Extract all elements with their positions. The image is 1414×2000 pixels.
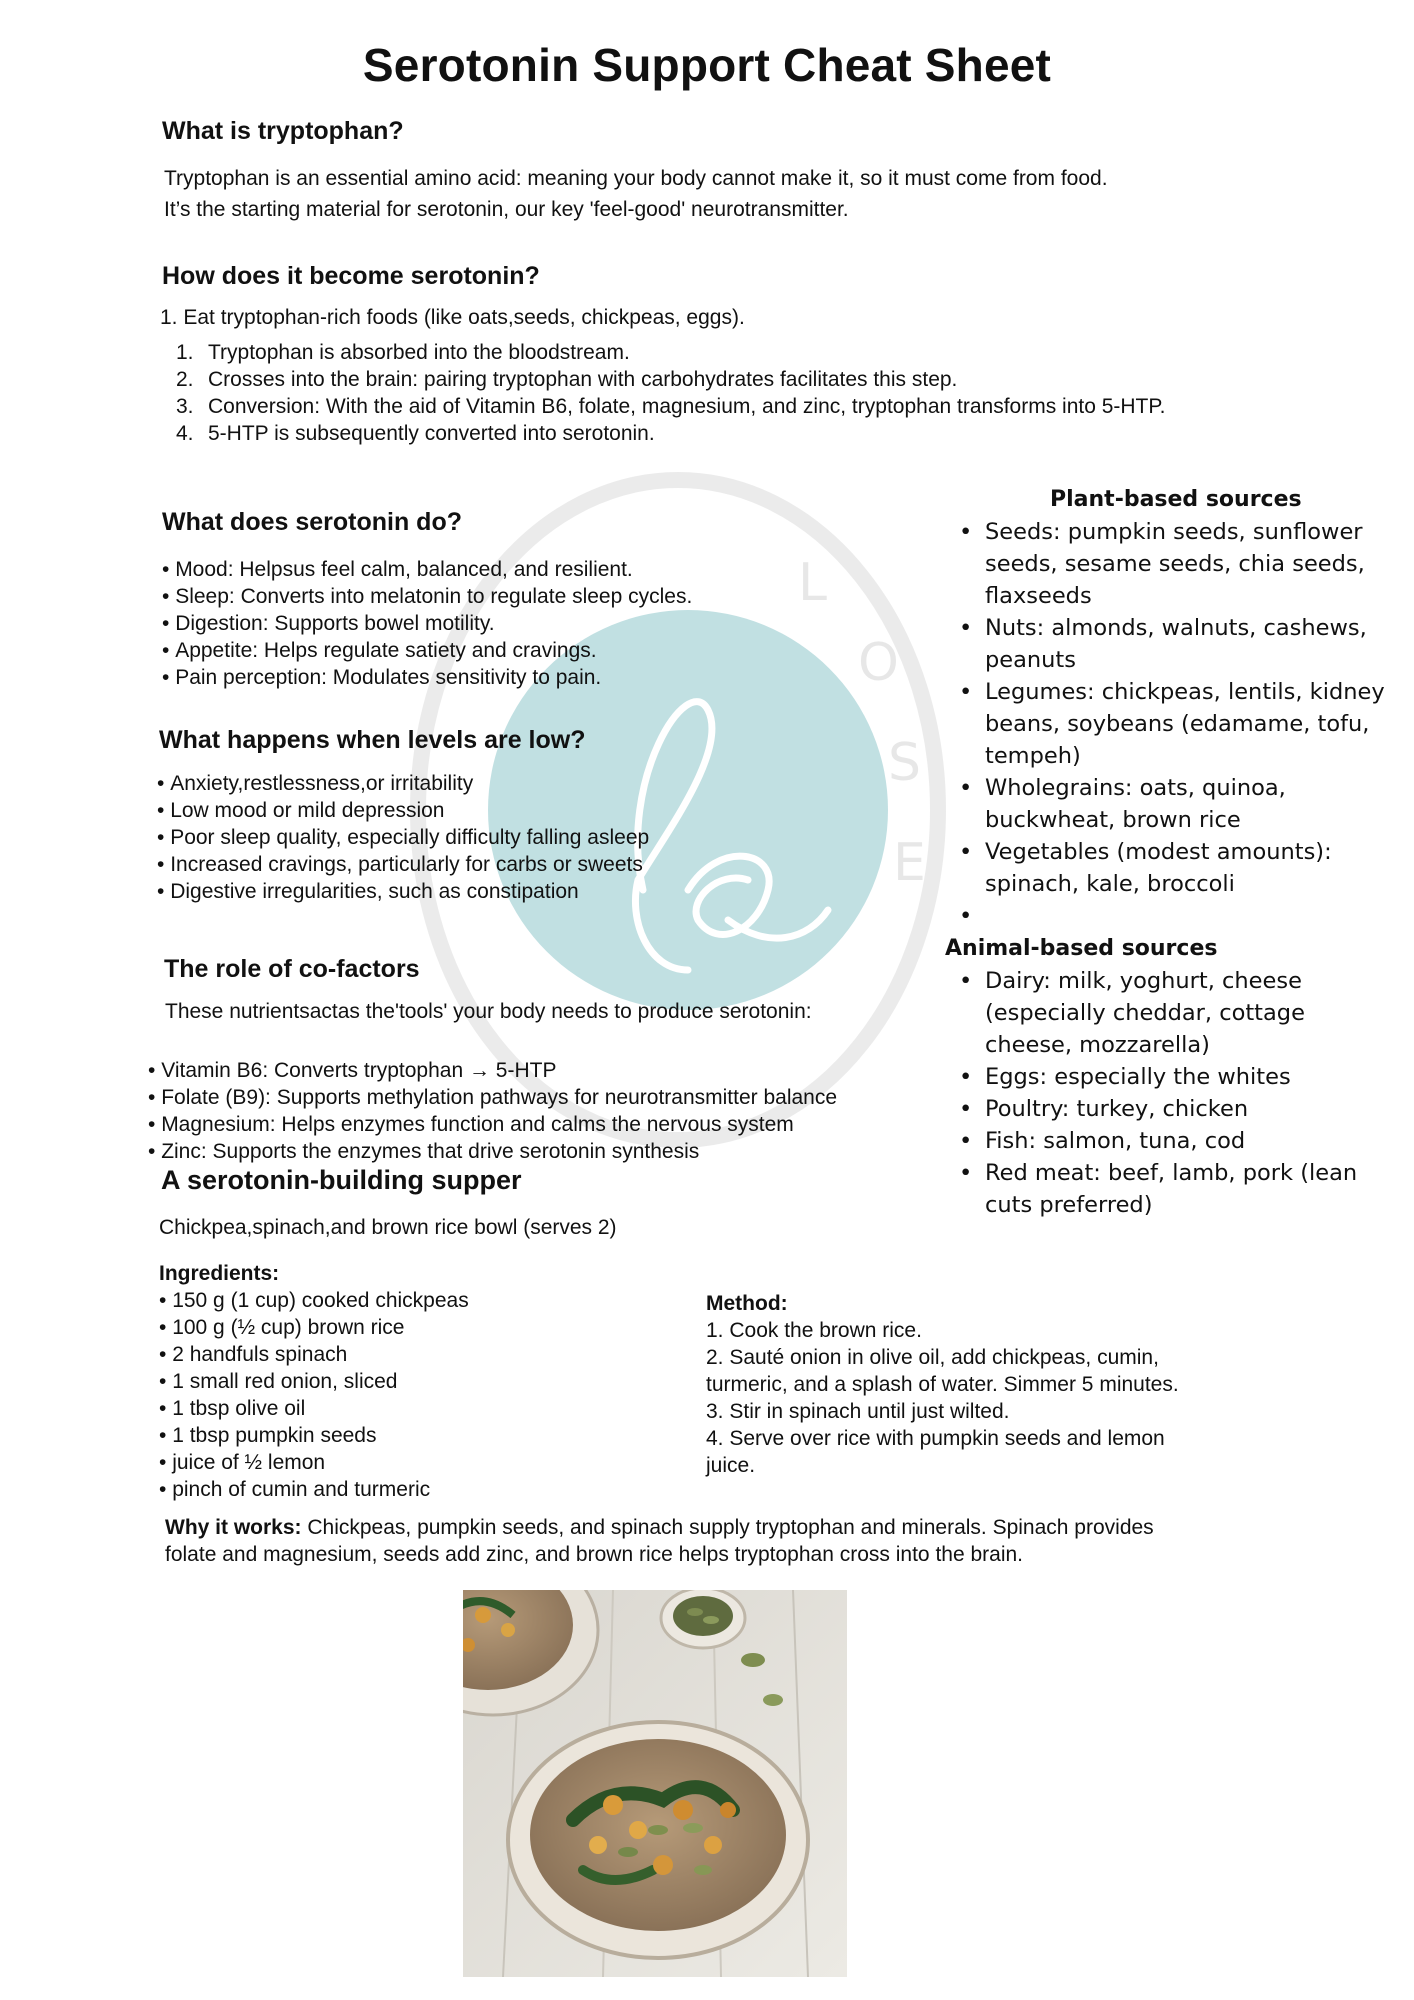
method-line: 1. Cook the brown rice. [706,1319,922,1342]
ingredient-item: • 100 g (½ cup) brown rice [159,1314,469,1341]
does-item: • Digestion: Supports bowel motility. [162,610,692,637]
why-label: Why it works: [165,1516,302,1539]
cofactor-item: • Zinc: Supports the enzymes that drive serotonin synthesis [148,1138,837,1165]
tryptophan-text [164,163,1108,225]
method-line: juice. [706,1454,756,1477]
ingredient-item: • 1 tbsp olive oil [159,1395,469,1422]
plant-item: • Wholegrains: oats, quinoa, buckwheat, brown rice [959,775,1286,833]
low-item: • Poor sleep quality, especially difficulty falling asleep [157,824,649,851]
cofactor-item: • Magnesium: Helps enzymes function and calms the nervous system [148,1111,837,1138]
supper-heading: A serotonin-building supper [161,1165,522,1195]
plant-list [945,516,1385,932]
chickpea-bowl-photo [463,1590,847,1977]
low-item: • Low mood or mild depression [157,797,649,824]
ingredient-item: • 150 g (1 cup) cooked chickpeas [159,1287,469,1314]
plant-heading: Plant-based sources [1050,487,1302,512]
plant-item: • [959,903,973,929]
tryptophan-line: It’s the starting material for serotonin, our key 'feel-good' neurotransmitter. [164,198,849,221]
does-item: • Sleep: Converts into melatonin to regulate sleep cycles. [162,583,692,610]
method-line: turmeric, and a splash of water. Simmer 5 minutes. [706,1373,1179,1396]
watermark-letter: S [888,733,922,793]
does-item: • Pain perception: Modulates sensitivity to pain. [162,664,692,691]
animal-item: • Dairy: milk, yoghurt, cheese (especially cheddar, cottage cheese, mozzarella) [959,968,1305,1058]
animal-list [945,965,1385,1221]
method-list [706,1317,1179,1479]
ingredient-item: • 2 handfuls spinach [159,1341,469,1368]
watermark-letter: L [798,553,827,613]
method-block [706,1290,1179,1479]
supper-subtitle: Chickpea,spinach,and brown rice bowl (serves 2) [159,1216,617,1239]
ingredient-item: • 1 tbsp pumpkin seeds [159,1422,469,1449]
become-heading: How does it become serotonin? [162,262,540,290]
low-item: • Anxiety,restlessness,or irritability [157,770,649,797]
become-step: 2. Crosses into the brain: pairing tryptophan with carbohydrates facilitates this step. [176,368,958,391]
ingredients-list [159,1287,469,1503]
ingredient-item: • juice of ½ lemon [159,1449,469,1476]
ingredients-label: Ingredients: [159,1262,280,1285]
cofactor-item: • Folate (B9): Supports methylation pathways for neurotransmitter balance [148,1084,837,1111]
become-step: 4. 5-HTP is subsequently converted into serotonin. [176,422,655,445]
animal-heading: Animal-based sources [945,936,1218,961]
animal-sources [945,933,1385,1221]
low-item: • Increased cravings, particularly for carbs or sweets [157,851,649,878]
method-line: 3. Stir in spinach until just wilted. [706,1400,1010,1423]
ingredient-item: • 1 small red onion, sliced [159,1368,469,1395]
become-step: 3. Conversion: With the aid of Vitamin B6, folate, magnesium, and zinc, tryptophan transforms into 5-HTP. [176,395,1166,418]
does-item: • Appetite: Helps regulate satiety and cravings. [162,637,692,664]
cofactors-heading: The role of co-factors [164,955,420,983]
animal-item: • Poultry: turkey, chicken [959,1096,1249,1122]
cofactor-item: • Vitamin B6: Converts tryptophan → 5-HTP [148,1057,837,1084]
animal-item: • Fish: salmon, tuna, cod [959,1128,1246,1154]
tryptophan-line: Tryptophan is an essential amino acid: meaning your body cannot make it, so it must come from food. [164,167,1108,190]
low-heading: What happens when levels are low? [159,726,586,754]
tryptophan-heading: What is tryptophan? [162,117,404,145]
plant-sources [945,484,1385,932]
become-first-step: 1. Eat tryptophan-rich foods (like oats,seeds, chickpeas, eggs). [160,306,745,329]
cofactors-list [148,1057,837,1165]
ingredient-item: • pinch of cumin and turmeric [159,1476,469,1503]
low-list [157,770,649,905]
method-line: 2. Sauté onion in olive oil, add chickpeas, cumin, [706,1346,1159,1369]
page-title: Serotonin Support Cheat Sheet [362,39,1052,91]
does-item: • Mood: Helpsus feel calm, balanced, and resilient. [162,556,692,583]
watermark-letter: O [858,633,899,693]
why-text: Chickpeas, pumpkin seeds, and spinach supply tryptophan and minerals. Spinach provides [301,1516,1154,1539]
why-text-2: folate and magnesium, seeds add zinc, and brown rice helps tryptophan cross into the brain. [165,1543,1023,1566]
plant-item: • Nuts: almonds, walnuts, cashews, peanuts [959,615,1367,673]
ingredients-block [159,1260,469,1503]
become-step: 1. Tryptophan is absorbed into the bloodstream. [176,341,630,364]
method-label: Method: [706,1292,788,1315]
why-it-works [165,1514,1154,1568]
does-heading: What does serotonin do? [162,508,462,536]
cofactors-intro: These nutrientsactas the'tools' your body needs to produce serotonin: [165,1000,812,1023]
animal-item: • Red meat: beef, lamb, pork (lean cuts preferred) [959,1160,1358,1218]
become-steps [176,339,1256,447]
low-item: • Digestive irregularities, such as constipation [157,878,649,905]
animal-item: • Eggs: especially the whites [959,1064,1291,1090]
plant-item: • Seeds: pumpkin seeds, sunflower seeds, sesame seeds, chia seeds, flaxseeds [959,519,1365,609]
does-list [162,556,692,691]
plant-item: • Vegetables (modest amounts): spinach, kale, broccoli [959,839,1332,897]
plant-item: • Legumes: chickpeas, lentils, kidney beans, soybeans (edamame, tofu, tempeh) [959,679,1385,769]
method-line: 4. Serve over rice with pumpkin seeds and lemon [706,1427,1165,1450]
watermark-letter: E [893,833,926,893]
